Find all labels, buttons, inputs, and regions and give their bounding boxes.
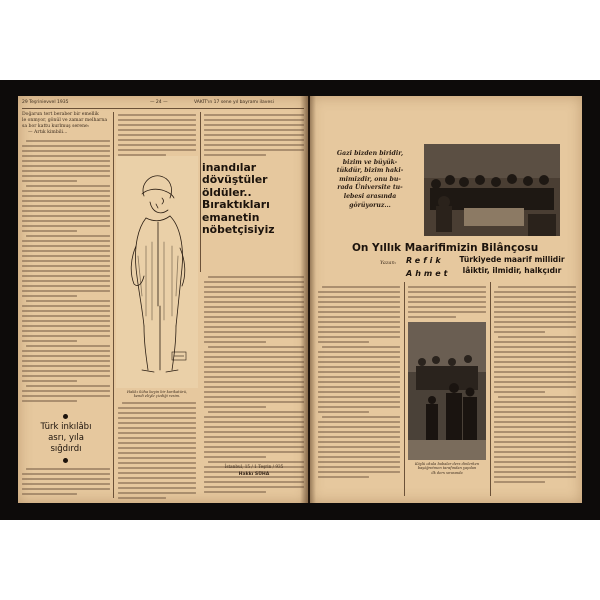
right-column1-text (318, 286, 400, 481)
right-page (310, 96, 582, 503)
book-gutter (300, 96, 316, 503)
column-divider (200, 112, 201, 272)
village-school-photo-image (408, 322, 486, 460)
author-last-name: Ahmet (406, 269, 451, 278)
column2-text-top (118, 114, 196, 159)
column1-lead: Doğarun tert beraber bir emellik le onmyor, gönül ve zamar melharna sa bor kattu kurlmuş serene: (22, 112, 108, 129)
illustration-caption: Hakkı Süha beyin bir karikatürü, kendi eliyle çizdiği resim. (126, 390, 188, 399)
top-quote: Gazi bizden biridir, bizim ve büyük- tükdür, bizim haki- mimizdir, onu bu- rada Üniversite tu- lebesi arasında görüyoruz... (336, 150, 404, 209)
photo-caption: Köylü okula babalar ders dinlerken başöğretmen tarafından yapılan ilk ders sırasında (414, 462, 480, 475)
column-divider (113, 112, 114, 498)
author-first-name: Refik (406, 256, 444, 265)
caricature-illustration (116, 156, 198, 388)
column-divider (490, 282, 491, 496)
column2-text-bottom (118, 402, 196, 502)
university-photo (424, 144, 560, 236)
byline-label: Yazan: (380, 260, 397, 266)
column-divider (404, 282, 405, 496)
article-dateline: İstanbul, 15 / 1 Teşrin / 935 (224, 464, 284, 469)
column1-text (22, 140, 110, 405)
caricature-drawing (116, 156, 198, 388)
page-number: — 24 — (150, 100, 168, 105)
right-column2-text-top (408, 286, 486, 321)
column3-text-top (204, 114, 304, 159)
column1-quote: — Artık kimbili... (28, 130, 68, 135)
article-signature: Hakkı SÜHA (238, 472, 270, 477)
heading-bullet (63, 414, 68, 419)
heading-bullet (63, 458, 68, 463)
university-photo-image (424, 144, 560, 236)
village-school-photo (408, 322, 486, 460)
column1-heading: Türk inkılâbı asrı, yıla sığdırdı (40, 422, 92, 454)
publication-name: VAKİT'ın 17 sene yıl bayramı ilavesi (194, 100, 274, 105)
article-headline: On Yıllık Maarifimizin Bilânçosu (352, 242, 539, 254)
column3-text (204, 276, 304, 496)
column1-text-bottom (22, 468, 110, 498)
page-date: 29 Teşrinievvel 1935 (22, 100, 69, 105)
left-page (18, 96, 308, 503)
right-column3-text (494, 286, 576, 486)
article-subheadline: Türkiyede maarif millidir lâiktir, ilmidir, halkçıdır (459, 255, 565, 275)
center-headline: inandılar dövüştüler öldüler.. Bıraktıkları emanetin nöbetçisiyiz (202, 161, 275, 237)
header-rule (22, 108, 304, 109)
